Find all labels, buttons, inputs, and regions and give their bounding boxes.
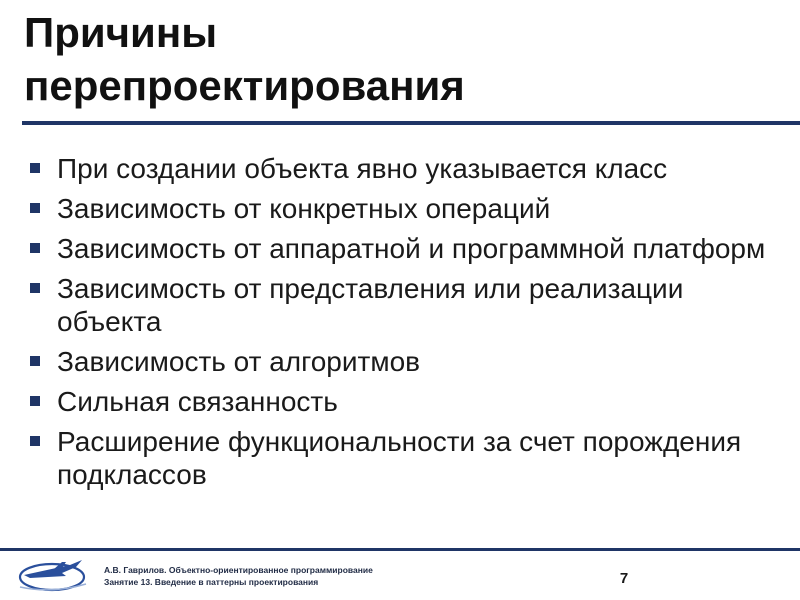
bullet-text: Зависимость от конкретных операций (57, 193, 551, 224)
bullet-text: Сильная связанность (57, 386, 338, 417)
bullet-item (30, 232, 770, 265)
bullet-text: При создании объекта явно указывается класс (57, 153, 668, 184)
bullet-item (30, 425, 770, 491)
bullet-item (30, 272, 770, 338)
slide-title-line: Причины (24, 9, 218, 56)
bullet-text: Зависимость от представления или реализации объекта (57, 273, 684, 337)
footer-author-course: А.В. Гаврилов. Объектно-ориентированное программирование (104, 565, 373, 575)
bullet-item (30, 385, 770, 418)
square-bullet-icon (30, 163, 40, 173)
square-bullet-icon (30, 436, 40, 446)
bullet-list (30, 152, 770, 491)
square-bullet-icon (30, 356, 40, 366)
airplane-orbit-logo-icon (10, 556, 98, 596)
square-bullet-icon (30, 203, 40, 213)
bullet-text: Зависимость от алгоритмов (57, 346, 421, 377)
bullet-item (30, 192, 770, 225)
bullet-item (30, 345, 770, 378)
bullet-text: Расширение функциональности за счет порождения подклассов (57, 426, 742, 490)
square-bullet-icon (30, 283, 40, 293)
footer-divider (0, 548, 800, 551)
page-number: 7 (619, 570, 629, 587)
square-bullet-icon (30, 396, 40, 406)
square-bullet-icon (30, 243, 40, 253)
title-divider (22, 121, 800, 125)
slide-title-line: перепроектирования (24, 62, 465, 109)
bullet-text: Зависимость от аппаратной и программной платформ (57, 233, 766, 264)
footer-lesson: Занятие 13. Введение в паттерны проектирования (104, 577, 319, 587)
bullet-item (30, 152, 770, 185)
footer-caption (104, 564, 373, 588)
slide-title (24, 6, 764, 112)
